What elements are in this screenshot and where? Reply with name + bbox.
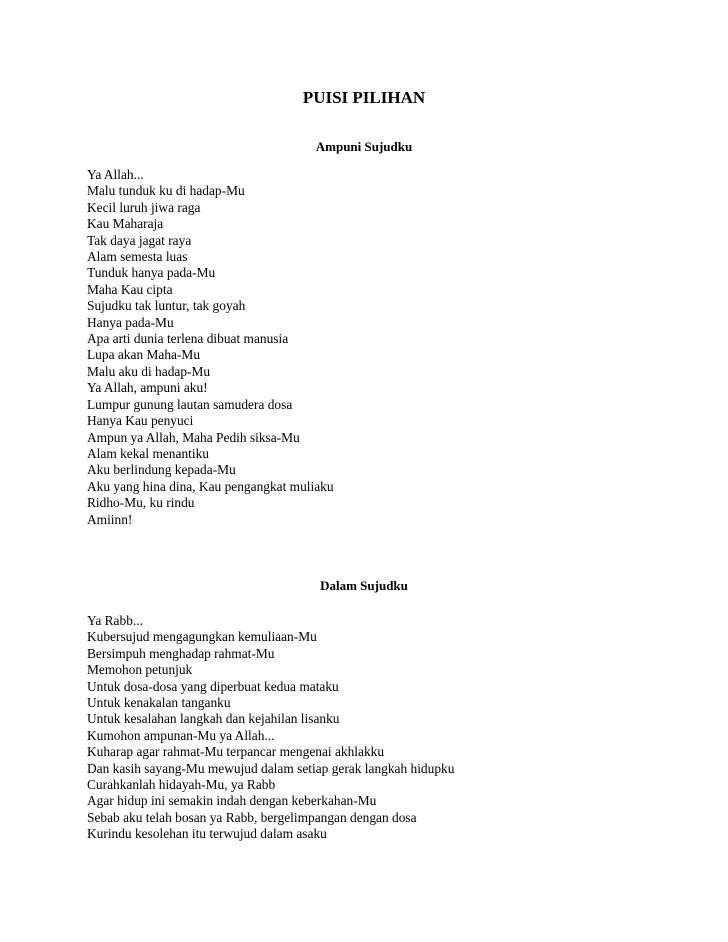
- poem-line: Kau Maharaja: [87, 216, 164, 232]
- poem-line: Aku yang hina dina, Kau pengangkat muliaku: [87, 478, 334, 494]
- poem-line: Hanya pada-Mu: [87, 314, 174, 330]
- poem-line: Untuk kenakalan tanganku: [87, 695, 231, 711]
- poem-line: Sebab aku telah bosan ya Rabb, bergelimpangan dengan dosa: [87, 809, 417, 825]
- poem-line: Aku berlindung kepada-Mu: [87, 462, 236, 478]
- poem-body-ampuni-sujudku: [87, 167, 707, 528]
- poem-line: Ya Allah, ampuni aku!: [87, 380, 208, 396]
- poem-line: Ampun ya Allah, Maha Pedih siksa-Mu: [87, 429, 300, 445]
- poem-title-dalam-sujudku: Dalam Sujudku: [320, 578, 408, 593]
- poem-line: Maha Kau cipta: [87, 281, 173, 297]
- poem-line: Lupa akan Maha-Mu: [87, 347, 201, 363]
- poem-line: Ya Allah...: [87, 167, 144, 182]
- poem-line: Tak daya jagat raya: [87, 232, 192, 248]
- poem-line: Bersimpuh menghadap rahmat-Mu: [87, 645, 275, 661]
- poem-body-dalam-sujudku: [87, 613, 707, 843]
- poem-line: Untuk kesalahan langkah dan kejahilan lisanku: [87, 711, 340, 727]
- poem-line: Lumpur gunung lautan samudera dosa: [87, 396, 293, 412]
- poem-line: Hanya Kau penyuci: [87, 413, 194, 429]
- poem-line: Malu tunduk ku di hadap-Mu: [87, 183, 245, 199]
- poem-line: Apa arti dunia terlena dibuat manusia: [87, 331, 289, 347]
- document-title-text: PUISI PILIHAN: [302, 88, 426, 107]
- poem-line: Agar hidup ini semakin indah dengan keberkahan-Mu: [87, 793, 377, 809]
- poem-line: Amiinn!: [87, 511, 133, 527]
- poem-line: Curahkanlah hidayah-Mu, ya Rabb: [87, 777, 276, 793]
- poem-line: Kuharap agar rahmat-Mu terpancar mengenai akhlakku: [87, 744, 385, 760]
- poem-line: Dan kasih sayang-Mu mewujud dalam setiap gerak langkah hidupku: [87, 760, 455, 776]
- poem-line: Alam semesta luas: [87, 249, 188, 265]
- poem-line: Memohon petunjuk: [87, 662, 193, 678]
- poem-line: Tunduk hanya pada-Mu: [87, 265, 216, 281]
- poem-title-ampuni-sujudku: Ampuni Sujudku: [315, 139, 413, 154]
- poem-line: Ridho-Mu, ku rindu: [87, 495, 195, 511]
- poem-line: Alam kekal menantiku: [87, 445, 209, 461]
- poem-line: Kubersujud mengagungkan kemuliaan-Mu: [87, 629, 317, 645]
- poem-line: Untuk dosa-dosa yang diperbuat kedua mataku: [87, 678, 339, 694]
- poem-line: Malu aku di hadap-Mu: [87, 363, 211, 379]
- poem-line: Sujudku tak luntur, tak goyah: [87, 298, 246, 314]
- document-title: [0, 88, 728, 108]
- poem-line: Kecil luruh jiwa raga: [87, 199, 201, 215]
- poem-line: Ya Rabb...: [87, 613, 143, 628]
- poem-line: Kurindu kesolehan itu terwujud dalam asaku: [87, 826, 327, 842]
- poem-line: Kumohon ampunan-Mu ya Allah...: [87, 727, 275, 743]
